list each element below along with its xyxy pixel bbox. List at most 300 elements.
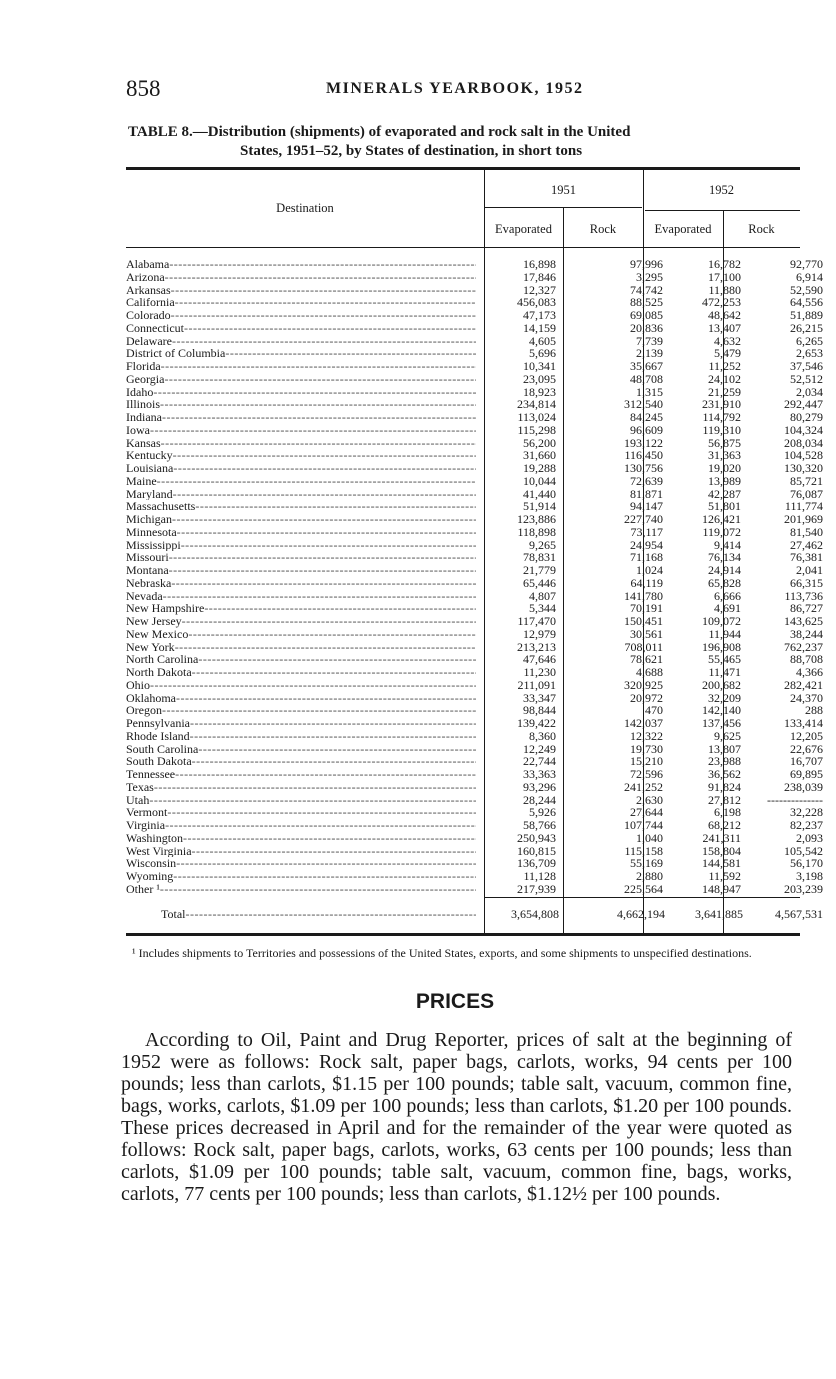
evaporated-1951-cell: 250,943 bbox=[517, 830, 556, 845]
evaporated-1951-cell: 113,024 bbox=[517, 410, 556, 424]
table-row bbox=[126, 371, 823, 386]
destination-cell: Florida ----- bbox=[126, 360, 476, 373]
table-bottom-rule bbox=[126, 933, 800, 936]
rock-1952-cell: 81,540 bbox=[790, 524, 823, 539]
table-row bbox=[126, 728, 823, 743]
rock-1951-cell: 81,871 bbox=[630, 486, 663, 501]
header-year-1952: 1952 bbox=[709, 183, 734, 197]
evaporated-1951-cell: 58,766 bbox=[523, 818, 556, 832]
rock-1951-cell: 141,780 bbox=[624, 588, 663, 603]
rock-1952-cell: 27,462 bbox=[790, 537, 823, 552]
rock-1951-cell: 193,122 bbox=[624, 435, 663, 450]
rock-1952-cell: 143,625 bbox=[784, 614, 823, 628]
rock-1951-cell: 35,667 bbox=[630, 359, 663, 373]
destination-cell: Louisiana ----- bbox=[126, 462, 476, 475]
rock-1952-cell: 104,528 bbox=[784, 448, 823, 463]
evaporated-1951-cell: 5,696 bbox=[529, 346, 556, 361]
table-row bbox=[126, 767, 823, 781]
evaporated-1951-cell: 12,327 bbox=[523, 282, 556, 297]
table-row bbox=[126, 690, 823, 705]
evaporated-1951-cell: 4,807 bbox=[529, 588, 556, 603]
rock-1951-cell: 70,191 bbox=[630, 601, 663, 616]
evaporated-1952-cell: 16,782 bbox=[708, 257, 741, 271]
evaporated-1951-cell: 11,230 bbox=[523, 665, 556, 679]
rock-1952-cell: 66,315 bbox=[790, 575, 823, 590]
evaporated-1951-cell: 16,898 bbox=[523, 257, 556, 271]
rock-1952-cell: 2,041 bbox=[796, 563, 823, 577]
destination-cell: South Carolina ----- bbox=[126, 743, 476, 756]
evaporated-1951-cell: 139,422 bbox=[517, 716, 556, 730]
table-row bbox=[126, 397, 823, 412]
rock-1952-cell: 203,239 bbox=[784, 881, 823, 896]
rock-1951-cell: 20,836 bbox=[630, 320, 663, 335]
rock-1951-cell: 30,561 bbox=[630, 626, 663, 641]
table-row bbox=[126, 792, 823, 807]
rock-1951-cell: 225,564 bbox=[624, 881, 663, 896]
evaporated-1951-cell: 136,709 bbox=[517, 856, 556, 871]
total-evaporated-1951: 3,654,808 bbox=[511, 907, 559, 921]
table-row bbox=[126, 614, 823, 628]
destination-cell: Connecticut ----- bbox=[126, 322, 476, 335]
evaporated-1951-cell: 51,914 bbox=[523, 499, 556, 514]
destination-cell: Ohio ----- bbox=[126, 679, 476, 692]
evaporated-1951-cell: 5,344 bbox=[529, 601, 556, 616]
rock-1952-cell: 111,774 bbox=[784, 499, 823, 514]
evaporated-1951-cell: 213,213 bbox=[517, 639, 556, 654]
destination-cell: Maryland ----- bbox=[126, 488, 476, 501]
evaporated-1952-cell: 5,479 bbox=[714, 346, 741, 361]
rock-1952-cell: 762,237 bbox=[784, 639, 823, 654]
evaporated-1952-cell: 6,198 bbox=[714, 805, 741, 820]
destination-cell: Idaho ----- bbox=[126, 386, 476, 399]
rock-1952-cell: 24,370 bbox=[790, 690, 823, 705]
rock-1951-cell: 312,540 bbox=[624, 397, 663, 412]
evaporated-1951-cell: 12,249 bbox=[523, 741, 556, 756]
evaporated-1952-cell: 119,072 bbox=[702, 524, 741, 539]
rock-1952-cell: 32,228 bbox=[790, 805, 823, 820]
rock-1951-cell: 116,450 bbox=[624, 448, 663, 463]
table-footnote: ¹ Includes shipments to Territories and possessions of the United States, exports, and some shipments to unspecified destinations. bbox=[132, 946, 752, 960]
evaporated-1951-cell: 31,660 bbox=[523, 448, 556, 463]
total-evaporated-1952: 3,641,885 bbox=[695, 907, 743, 921]
evaporated-1952-cell: 144,581 bbox=[702, 856, 741, 871]
evaporated-1952-cell: 32,209 bbox=[708, 690, 741, 705]
evaporated-1952-cell: 11,880 bbox=[708, 282, 741, 297]
evaporated-1951-cell: 123,886 bbox=[517, 512, 556, 526]
rock-1952-cell: 64,556 bbox=[790, 295, 823, 310]
rock-1952-cell: 26,215 bbox=[790, 320, 823, 335]
rock-1951-cell: 4,688 bbox=[636, 665, 663, 679]
evaporated-1952-cell: 19,020 bbox=[708, 461, 741, 475]
destination-cell: Alabama ----- bbox=[126, 258, 476, 271]
table-row bbox=[126, 295, 823, 310]
header-destination: Destination bbox=[276, 201, 334, 215]
table-row bbox=[126, 843, 823, 858]
destination-cell: Arizona ----- bbox=[126, 271, 476, 284]
table-row bbox=[126, 575, 823, 590]
header-evaporated-1952: Evaporated bbox=[654, 222, 712, 236]
destination-cell: Iowa ----- bbox=[126, 424, 476, 437]
evaporated-1952-cell: 9,414 bbox=[714, 537, 741, 552]
table-row bbox=[126, 486, 823, 501]
table-row bbox=[126, 652, 823, 667]
rock-1951-cell: 72,639 bbox=[630, 473, 663, 488]
destination-cell: New Jersey ----- bbox=[126, 615, 476, 628]
rock-1951-cell: 470 bbox=[645, 703, 663, 718]
table-row bbox=[126, 830, 823, 845]
destination-cell: Nebraska ----- bbox=[126, 577, 476, 590]
rock-1952-cell: 16,707 bbox=[790, 754, 823, 769]
rock-1952-cell: 288 bbox=[805, 703, 823, 718]
destination-cell: New Mexico ----- bbox=[126, 628, 476, 641]
rock-1952-cell: 69,895 bbox=[790, 767, 823, 781]
rock-1951-cell: 1,024 bbox=[636, 563, 663, 577]
evaporated-1952-cell: 24,102 bbox=[708, 371, 741, 386]
table-row bbox=[126, 856, 823, 871]
evaporated-1952-cell: 4,632 bbox=[714, 333, 741, 348]
evaporated-1952-cell: 11,944 bbox=[708, 626, 741, 641]
evaporated-1951-cell: 10,341 bbox=[523, 359, 556, 373]
evaporated-1952-cell: 36,562 bbox=[708, 767, 741, 781]
table-caption-line-1: TABLE 8.—Distribution (shipments) of evaporated and rock salt in the United bbox=[128, 124, 631, 140]
rock-1952-cell: 76,381 bbox=[790, 550, 823, 565]
evaporated-1952-cell: 13,407 bbox=[708, 320, 741, 335]
rock-1952-cell: 292,447 bbox=[784, 397, 823, 412]
evaporated-1952-cell: 9,625 bbox=[714, 728, 741, 743]
table-row bbox=[126, 869, 823, 883]
destination-cell: Other ¹ ----- bbox=[126, 883, 476, 896]
table-row bbox=[126, 639, 823, 654]
table-row bbox=[126, 257, 823, 271]
evaporated-1951-cell: 211,091 bbox=[517, 677, 556, 692]
table-row bbox=[126, 308, 823, 322]
evaporated-1951-cell: 11,128 bbox=[523, 869, 556, 883]
rock-1951-cell: 74,742 bbox=[630, 282, 663, 297]
evaporated-1952-cell: 68,212 bbox=[708, 818, 741, 832]
destination-cell: District of Columbia ----- bbox=[126, 347, 476, 360]
evaporated-1951-cell: 19,288 bbox=[523, 461, 556, 475]
rock-1952-cell: 88,708 bbox=[790, 652, 823, 667]
destination-cell: Montana ----- bbox=[126, 564, 476, 577]
evaporated-1951-cell: 4,605 bbox=[529, 333, 556, 348]
total-rock-1951: 4,662,194 bbox=[617, 907, 665, 921]
rock-1951-cell: 27,644 bbox=[630, 805, 663, 820]
table-row bbox=[126, 473, 823, 488]
destination-cell: Rhode Island ----- bbox=[126, 730, 476, 743]
table-row bbox=[126, 881, 823, 896]
evaporated-1951-cell: 28,244 bbox=[523, 792, 556, 807]
evaporated-1951-cell: 93,296 bbox=[523, 779, 556, 794]
evaporated-1951-cell: 9,265 bbox=[529, 537, 556, 552]
rock-1952-cell: 51,889 bbox=[790, 308, 823, 322]
evaporated-1952-cell: 142,140 bbox=[702, 703, 741, 718]
evaporated-1952-cell: 24,914 bbox=[708, 563, 741, 577]
header-year-1951: 1951 bbox=[551, 183, 576, 197]
table-row bbox=[126, 741, 823, 756]
destination-cell: New York ----- bbox=[126, 641, 476, 654]
rock-1952-cell: 56,170 bbox=[790, 856, 823, 871]
evaporated-1952-cell: 114,792 bbox=[702, 410, 741, 424]
destination-cell: Oregon ----- bbox=[126, 704, 476, 717]
evaporated-1952-cell: 13,807 bbox=[708, 741, 741, 756]
total-label: Total ----- bbox=[161, 907, 476, 922]
table-row bbox=[126, 601, 823, 616]
rock-1951-cell: 96,609 bbox=[630, 422, 663, 437]
rock-1952-cell: 105,542 bbox=[784, 843, 823, 858]
evaporated-1951-cell: 17,846 bbox=[523, 269, 556, 284]
running-head: MINERALS YEARBOOK, 1952 bbox=[326, 80, 584, 97]
evaporated-1952-cell: 126,421 bbox=[702, 512, 741, 526]
evaporated-1951-cell: 234,814 bbox=[517, 397, 556, 412]
rock-1952-cell: 104,324 bbox=[784, 422, 823, 437]
evaporated-1952-cell: 76,134 bbox=[708, 550, 741, 565]
evaporated-1952-cell: 148,947 bbox=[702, 881, 741, 896]
rock-1952-cell: 6,265 bbox=[796, 333, 823, 348]
evaporated-1952-cell: 109,072 bbox=[702, 614, 741, 628]
rock-1951-cell: 73,117 bbox=[630, 524, 663, 539]
destination-cell: Kansas ----- bbox=[126, 437, 476, 450]
evaporated-1951-cell: 47,646 bbox=[523, 652, 556, 667]
rock-1951-cell: 1,315 bbox=[636, 384, 663, 399]
evaporated-1952-cell: 56,875 bbox=[708, 435, 741, 450]
rock-1951-cell: 24,954 bbox=[630, 537, 663, 552]
evaporated-1951-cell: 21,779 bbox=[523, 563, 556, 577]
rock-1952-cell: 201,969 bbox=[784, 512, 823, 526]
table-row bbox=[126, 282, 823, 297]
destination-cell: South Dakota ----- bbox=[126, 755, 476, 768]
rock-1951-cell: 115,158 bbox=[624, 843, 663, 858]
table-row bbox=[126, 818, 823, 832]
evaporated-1952-cell: 200,682 bbox=[702, 677, 741, 692]
table-row bbox=[126, 677, 823, 692]
evaporated-1951-cell: 65,446 bbox=[523, 575, 556, 590]
table-row bbox=[126, 512, 823, 526]
destination-cell: North Dakota ----- bbox=[126, 666, 476, 679]
destination-cell: Nevada ----- bbox=[126, 590, 476, 603]
rock-1952-cell: -------------- bbox=[767, 792, 823, 807]
page-number: 858 bbox=[126, 76, 161, 101]
evaporated-1951-cell: 8,360 bbox=[529, 728, 556, 743]
evaporated-1951-cell: 78,831 bbox=[523, 550, 556, 565]
rock-1951-cell: 20,972 bbox=[630, 690, 663, 705]
table-top-rule bbox=[126, 167, 800, 170]
destination-cell: Arkansas ----- bbox=[126, 284, 476, 297]
table-row bbox=[126, 269, 823, 284]
evaporated-1952-cell: 65,828 bbox=[708, 575, 741, 590]
destination-cell: Maine ----- bbox=[126, 475, 476, 488]
table-row bbox=[126, 754, 823, 769]
destination-cell: Wyoming ----- bbox=[126, 870, 476, 883]
rock-1952-cell: 238,039 bbox=[784, 779, 823, 794]
table-row bbox=[126, 716, 823, 730]
evaporated-1952-cell: 11,252 bbox=[708, 359, 741, 373]
rock-1952-cell: 2,653 bbox=[796, 346, 823, 361]
evaporated-1952-cell: 23,988 bbox=[708, 754, 741, 769]
rock-1951-cell: 97,996 bbox=[630, 257, 663, 271]
rock-1951-cell: 320,925 bbox=[624, 677, 663, 692]
destination-cell: West Virginia ----- bbox=[126, 845, 476, 858]
rock-1951-cell: 48,708 bbox=[630, 371, 663, 386]
table-row bbox=[126, 346, 823, 361]
rock-1951-cell: 72,596 bbox=[630, 767, 663, 781]
rock-1952-cell: 86,727 bbox=[790, 601, 823, 616]
table-row bbox=[126, 320, 823, 335]
destination-cell: Utah ----- bbox=[126, 794, 476, 807]
evaporated-1952-cell: 51,801 bbox=[708, 499, 741, 514]
evaporated-1952-cell: 158,804 bbox=[702, 843, 741, 858]
table-row bbox=[126, 665, 823, 679]
section-heading-prices: PRICES bbox=[415, 990, 495, 1013]
destination-cell: Kentucky ----- bbox=[126, 449, 476, 462]
destination-cell: Illinois ----- bbox=[126, 398, 476, 411]
evaporated-1952-cell: 11,592 bbox=[708, 869, 741, 883]
destination-cell: Washington ----- bbox=[126, 832, 476, 845]
header-rock-1951: Rock bbox=[589, 222, 617, 236]
rock-1952-cell: 92,770 bbox=[790, 257, 823, 271]
evaporated-1952-cell: 6,666 bbox=[714, 588, 741, 603]
destination-cell: Pennsylvania ----- bbox=[126, 717, 476, 730]
destination-cell: Virginia ----- bbox=[126, 819, 476, 832]
rock-1952-cell: 85,721 bbox=[790, 473, 823, 488]
evaporated-1951-cell: 98,844 bbox=[523, 703, 556, 718]
table-row bbox=[126, 461, 823, 475]
rock-1951-cell: 78,621 bbox=[630, 652, 663, 667]
destination-cell: Colorado ----- bbox=[126, 309, 476, 322]
table-row bbox=[126, 779, 823, 794]
destination-cell: Georgia ----- bbox=[126, 373, 476, 386]
table-row bbox=[126, 588, 823, 603]
evaporated-1951-cell: 115,298 bbox=[517, 422, 556, 437]
rock-1952-cell: 82,237 bbox=[790, 818, 823, 832]
rock-1952-cell: 4,366 bbox=[796, 665, 823, 679]
rock-1951-cell: 19,730 bbox=[630, 741, 663, 756]
rock-1951-cell: 708,011 bbox=[624, 639, 663, 654]
rock-1952-cell: 37,546 bbox=[790, 359, 823, 373]
rock-1952-cell: 38,244 bbox=[790, 626, 823, 641]
table-row bbox=[126, 333, 823, 348]
destination-cell: Texas ----- bbox=[126, 781, 476, 794]
evaporated-1951-cell: 23,095 bbox=[523, 371, 556, 386]
rock-1951-cell: 142,037 bbox=[624, 716, 663, 730]
evaporated-1952-cell: 48,642 bbox=[708, 308, 741, 322]
evaporated-1951-cell: 22,744 bbox=[523, 754, 556, 769]
total-rock-1952: 4,567,531 bbox=[775, 907, 823, 921]
destination-cell: Mississippi ----- bbox=[126, 539, 476, 552]
table-row bbox=[126, 410, 823, 424]
rock-1952-cell: 52,512 bbox=[790, 371, 823, 386]
rock-1952-cell: 208,034 bbox=[784, 435, 823, 450]
evaporated-1952-cell: 196,908 bbox=[702, 639, 741, 654]
table-row bbox=[126, 805, 823, 820]
rock-1951-cell: 2,880 bbox=[636, 869, 663, 883]
rock-1951-cell: 69,085 bbox=[630, 308, 663, 322]
table-row bbox=[126, 448, 823, 463]
destination-cell: North Carolina ----- bbox=[126, 653, 476, 666]
evaporated-1951-cell: 118,898 bbox=[517, 524, 556, 539]
table-row bbox=[126, 537, 823, 552]
evaporated-1951-cell: 160,815 bbox=[517, 843, 556, 858]
destination-cell: Tennessee ----- bbox=[126, 768, 476, 781]
prices-paragraph: According to Oil, Paint and Drug Reporter, prices of salt at the beginning of 1952 were as follows: Rock salt, paper bags, carlots, works, 94 cents per 100 pounds; less than carlots, $1.15 per 100 pounds; table salt, vacuum, common fine, bags, works, carlots, $1.09 per 100 pounds; less than carlots, $1.20 per 100 pounds. These prices decreased in April and for the remainder of the year were quoted as follows: Rock salt, paper bags, carlots, works, 63 cents per 100 pounds; less than carlots, $1.09 per 100 pounds; table salt, vacuum, common fine, bags, works, carlots, 77 cents per 100 pounds; less than carlots, $1.12½ per 100 pounds. bbox=[121, 1029, 792, 1205]
rock-1951-cell: 55,169 bbox=[630, 856, 663, 871]
rock-1951-cell: 15,210 bbox=[630, 754, 663, 769]
destination-cell: Oklahoma ----- bbox=[126, 692, 476, 705]
destination-cell: Vermont ----- bbox=[126, 806, 476, 819]
table-row bbox=[126, 422, 823, 437]
total-top-rule bbox=[484, 897, 800, 898]
destination-cell: Massachusetts ----- bbox=[126, 500, 476, 513]
evaporated-1952-cell: 55,465 bbox=[708, 652, 741, 667]
evaporated-1951-cell: 217,939 bbox=[517, 881, 556, 896]
evaporated-1952-cell: 13,989 bbox=[708, 473, 741, 488]
rock-1951-cell: 94,147 bbox=[630, 499, 663, 514]
rock-1951-cell: 64,119 bbox=[630, 575, 663, 590]
destination-cell: Delaware ----- bbox=[126, 335, 476, 348]
rock-1952-cell: 6,914 bbox=[796, 269, 823, 284]
rock-1951-cell: 7,739 bbox=[636, 333, 663, 348]
table-row bbox=[126, 435, 823, 450]
evaporated-1952-cell: 231,910 bbox=[702, 397, 741, 412]
evaporated-1952-cell: 91,824 bbox=[708, 779, 741, 794]
evaporated-1951-cell: 18,923 bbox=[523, 384, 556, 399]
rock-1951-cell: 2,139 bbox=[636, 346, 663, 361]
header-rock-1952: Rock bbox=[748, 222, 775, 236]
rock-1952-cell: 282,421 bbox=[784, 677, 823, 692]
rock-1952-cell: 80,279 bbox=[790, 410, 823, 424]
rock-1951-cell: 71,168 bbox=[630, 550, 663, 565]
rock-1952-cell: 2,034 bbox=[796, 384, 823, 399]
destination-cell: Indiana ----- bbox=[126, 411, 476, 424]
evaporated-1952-cell: 17,100 bbox=[708, 269, 741, 284]
evaporated-1951-cell: 47,173 bbox=[523, 308, 556, 322]
table-total-row bbox=[126, 907, 823, 923]
rock-1952-cell: 3,198 bbox=[796, 869, 823, 883]
evaporated-1952-cell: 4,691 bbox=[714, 601, 741, 616]
rock-1951-cell: 2,630 bbox=[636, 792, 663, 807]
table-row bbox=[126, 703, 823, 718]
rock-1952-cell: 130,320 bbox=[784, 461, 823, 475]
rock-1952-cell: 2,093 bbox=[796, 830, 823, 845]
evaporated-1951-cell: 12,979 bbox=[523, 626, 556, 641]
destination-cell: California ----- bbox=[126, 296, 476, 309]
table-body bbox=[126, 257, 823, 896]
evaporated-1951-cell: 14,159 bbox=[523, 320, 556, 335]
rock-1951-cell: 1,040 bbox=[636, 830, 663, 845]
table-row bbox=[126, 384, 823, 399]
evaporated-1952-cell: 137,456 bbox=[702, 716, 741, 730]
table-row bbox=[126, 499, 823, 514]
rock-1951-cell: 107,744 bbox=[624, 818, 663, 832]
evaporated-1951-cell: 10,044 bbox=[523, 473, 556, 488]
evaporated-1951-cell: 456,083 bbox=[517, 295, 556, 310]
rock-1951-cell: 84,245 bbox=[630, 410, 663, 424]
evaporated-1952-cell: 472,253 bbox=[702, 295, 741, 310]
destination-cell: Minnesota ----- bbox=[126, 526, 476, 539]
rock-1952-cell: 76,087 bbox=[790, 486, 823, 501]
evaporated-1951-cell: 33,363 bbox=[523, 767, 556, 781]
table-row bbox=[126, 550, 823, 565]
table-caption-line-2: States, 1951–52, by States of destination, in short tons bbox=[240, 143, 583, 159]
evaporated-1951-cell: 5,926 bbox=[529, 805, 556, 820]
table-row bbox=[126, 524, 823, 539]
destination-cell: Wisconsin ----- bbox=[126, 857, 476, 870]
evaporated-1952-cell: 31,363 bbox=[708, 448, 741, 463]
evaporated-1951-cell: 56,200 bbox=[523, 435, 556, 450]
rock-1952-cell: 22,676 bbox=[790, 741, 823, 756]
rock-1951-cell: 227,740 bbox=[624, 512, 663, 526]
rock-1951-cell: 12,322 bbox=[630, 728, 663, 743]
rock-1952-cell: 133,414 bbox=[784, 716, 823, 730]
